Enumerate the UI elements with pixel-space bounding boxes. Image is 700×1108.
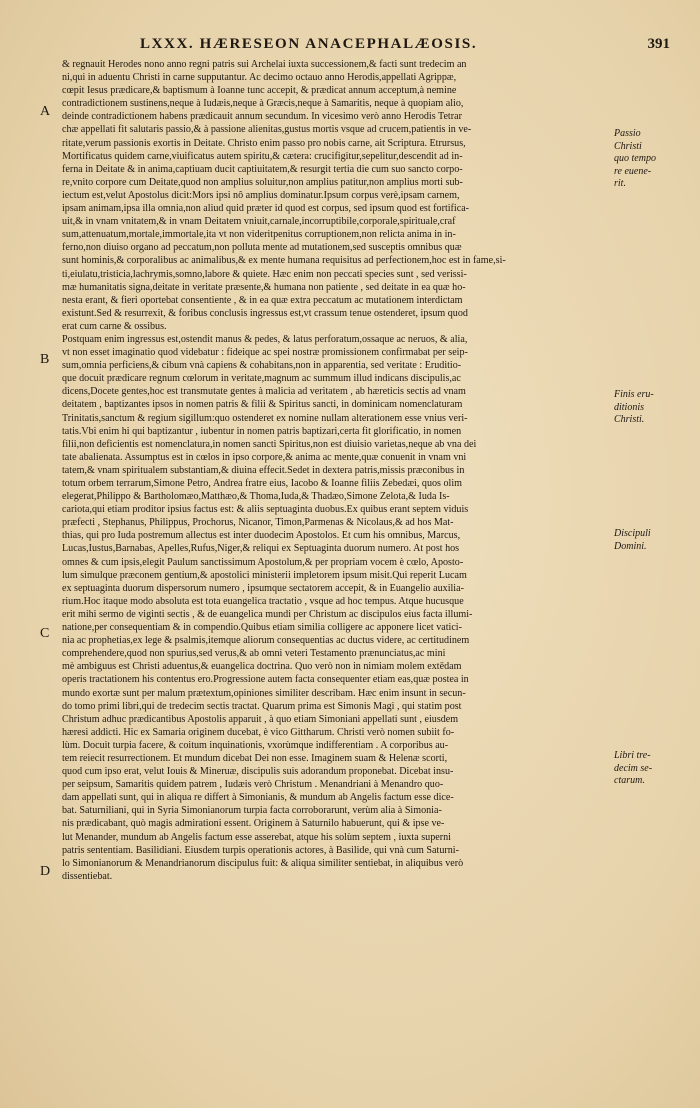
text-line: quod cum ipso erat, velut Iouis & Mineruæ, discipulis suis adorandum proponebat. Dicebat insu-	[62, 766, 454, 778]
page-number: 391	[647, 36, 670, 52]
text-line: elegerat,Philippo & Bartholomæo,Matthæo,& Thoma,Iuda,& Thadæo,Simone Zelota,& Iuda Is-	[62, 491, 450, 503]
text-line: mundo exortæ sunt per malum prætextum,opiniones similiter describam. Hæc enim insunt in secun-	[62, 687, 466, 699]
margin-note-line: Christi.	[614, 414, 645, 425]
text-line: que docuit prædicare regnum cœlorum in veritate,magnum ac summum illud indicans discipulis,ac	[62, 373, 461, 385]
text-line	[62, 896, 602, 909]
text-line: ipsam animam,ipsa illa omnia,non aliud quid præter id quod est corpus, sed ipsum quod est fortifica-	[62, 203, 470, 215]
text-line: comprehendere,quod non spurius,sed verus,& ab omni veteri Testamento prænunciatus,ac mini	[62, 648, 446, 660]
text-line: ex septuaginta duorum dispersorum numero , ipsumque sectatorem accepit, & in Euangelio auxilia-	[62, 582, 464, 594]
text-line: totum orbem terrarum,Simone Petro, Andrea fratre eius, Iacobo & Ioanne filiis Zebedæi, quos olim	[62, 478, 463, 489]
text-line: cœpit Iesus prædicare,& baptismum à Ioanne tunc accepit, & prædicat annum acceptum,à nemine	[62, 85, 457, 97]
text-line: ferno,non diuiso organo ad peccatum,non polluta mente ad mutationem,sed susceptis omnibus quæ	[62, 242, 462, 254]
margin-note-line: Finis eru-	[614, 389, 654, 400]
text-line: lut Menander, mundum ab Angelis factum esse asserebat, atque his solùm septem , iuxta superni	[62, 831, 451, 843]
text-line: filii,non deficientis est nomenclatura,in nomen sancti Spiritus,non est diuisio varietas,neque ab vna dei	[62, 438, 477, 450]
margin-note-libri	[614, 750, 699, 788]
text-line: vt non esset imaginatio quod videbatur : fideique ac spei nostræ promissionem confirmabat per seip-	[62, 347, 468, 359]
text-line: sunt hominis,& corporalibus ac animalibus,& ex mente humana requisitus ad perfectionem,hoc est in fame,si-	[62, 255, 506, 267]
text-line: nia ac prophetias,ex lege & psalmis,itemque aliorum consequentias ac ductus videre, ac certitudinem	[62, 635, 470, 647]
text-line: tatis.Vbi enim hi qui baptizantur , iubentur in nomen patris baptizari,certa fit glorificatio, in nomen	[62, 425, 462, 437]
text-line: per seipsum, Samaritis quidem patrem , Iudæis verò Christum . Menandriani à Menandro quo-	[62, 779, 444, 791]
text-line: lùm. Docuit turpia facere, & coitum inquinationis, vxorùmque indifferentiam . A corporibus au-	[62, 739, 449, 751]
margin-letter-a: A	[40, 104, 51, 119]
margin-note-line: decim se-	[614, 762, 653, 774]
text-line: re,vnito corpore cum Deitate,quod non amplius soluitur,non amplius patitur,non amplius morti sub-	[62, 176, 463, 188]
text-line: Christum adhuc prædicantibus Apostolis apparuit , à quo etiam Simoniani appellati sunt , eiusdem	[62, 713, 459, 725]
text-line: Mortificatus quidem carne,viuificatus autem spiritu,& cætera: crucifigitur,sepelitur,descendit ad in-	[62, 150, 463, 162]
text-line: & regnauit Herodes nono anno regni patris sui Archelai iuxta successionem,& facti sunt tredecim an	[62, 59, 467, 70]
text-line: erit mihi sermo de viginti sectis , & de euangelica mundi per Christum ac discipulos eius facta illumi-	[62, 608, 473, 620]
text-line: ti,eiulatu,tristicia,lachrymis,somno,labore & quiete. Hæc enim non peccati species sunt , sed verissi-	[62, 268, 467, 280]
text-line: sum,attenuatum,mortale,immortale,ita vt non videritpenitus corruptionem,non relicta anima in in-	[62, 229, 456, 241]
margin-note-line: Domini.	[614, 540, 647, 552]
text-line	[62, 883, 602, 896]
margin-note-line: ditionis	[614, 401, 645, 413]
running-head: LXXX. HÆRESEON ANACEPHALÆOSIS.	[140, 36, 478, 52]
text-line: uit,& in vnam vnitatem,& in vnam Deitatem vniuit,carnale,incorruptibile,corporale,spirituale,craf	[62, 216, 456, 228]
text-line: mæ humanitatis signa,deitate in veritate præsente,& humana non patiente , sed deitate in ea quæ ho-	[62, 281, 466, 293]
text-line: operis tractationem his contentus ero.Progressione autem facta consequenter etiam eas,quæ postea in	[62, 674, 469, 686]
margin-note-line: quo tempo	[614, 153, 656, 164]
text-line: do tomo primi libri,qui de tredecim sectis tractat. Quarum prima est Simonis Magi , qui statim post	[62, 700, 462, 712]
margin-note-line: Christi	[614, 140, 642, 152]
text-line: patris sententiam. Basilidiani. Eiusdem turpis operationis actores, à Basilide, qui vnà cum Saturni-	[62, 844, 459, 856]
margin-note-line: Libri tre-	[614, 750, 651, 761]
text-line: sum,omnia perficiens,& cibum vnà capiens & cohabitans,non in apparentia, sed veritate : Eruditio-	[62, 360, 462, 372]
text-line: ni,qui in aduentu Christi in carne supputantur. Ac decimo octauo anno Herodis,appellati Agrippæ,	[62, 72, 457, 84]
text-line: nis prædicabant, quò magis admirationi essent. Originem à Saturnilo habuerunt, qui & ipse ve-	[62, 818, 445, 830]
margin-note-line: Passio	[614, 128, 641, 139]
text-line: præfecti , Stephanus, Philippus, Prochorus, Nicanor, Timon,Parmenas & Nicolaus,& ad hos Mat-	[62, 517, 454, 529]
text-line: thias, qui pro Iuda postremum allectus est inter duodecim Apostolos. Et cum his omnibus, Marcus,	[62, 530, 461, 542]
text-line: ferna in Deitate & in anima,captiuam ducit captiuitatem,& resurgit tertia die cum suo sancto corpo-	[62, 163, 463, 175]
text-line: bat. Saturniliani, qui in Syria Simonianorum turpia facta corroborarunt, verùm alia à Simonia-	[62, 805, 442, 817]
margin-note-passio	[614, 128, 699, 191]
text-line: lum simulque præconem gentium,& apostolici ministerii impletorem ipsum misit.Qui reperit Lucam	[62, 569, 467, 581]
text-line: natione,per consequentiam & in compendio.Quibus etiam similia colligere ac apponere licet vatici-	[62, 622, 462, 634]
text-line: erat cum carne & ossibus.	[62, 320, 167, 332]
margin-note-line: Discipuli	[614, 528, 651, 539]
margin-note-line: re euene-	[614, 165, 652, 177]
text-line: existunt.Sed & resurrexit, & foribus conclusis ingressus est,vt crassum tenue ostenderet, ipsum quod	[62, 307, 468, 319]
body-text	[62, 58, 602, 909]
text-line: dissentiebat.	[62, 870, 113, 882]
text-line: chæ appellati fit salutaris passio,& à passione alienitas,gustus mortis vsque ad crucem,patientis in ve-	[62, 124, 472, 136]
text-line: tate abalienata. Assumptus est in cœlos in ipso corpore,& anima ac mente,quæ conuenit in vnam vni	[62, 451, 467, 463]
margin-note-finis	[614, 389, 699, 427]
text-line: omnes & cum ipsis,elegit Paulum sanctissimum Apostolum,& per propriam vocem è cœlo, Aposto-	[62, 556, 464, 568]
text-line: deitatem , baptizantes ipsos in nomen patris & filii & Spiritus sancti, in dominicam nomenclaturam	[62, 399, 463, 411]
text-line: Lucas,Iustus,Barnabas, Apelles,Rufus,Niger,& reliqui ex Septuaginta duorum numero. At post hos	[62, 543, 460, 555]
text-line: hæresi addicti. Hic ex Samaria originem ducebat, è vico Gittharum. Christi verò nomen subiit fo-	[62, 726, 455, 738]
text-line: tatem,& vnam spiritualem substantiam,& diuina effecit.Sedet in dextera patris,missis præconibus in	[62, 464, 465, 476]
text-line: ritate,verum passionis exortis in Deitate. Christo enim passo pro nobis carne, ait Scriptura. Etrursus,	[62, 137, 466, 149]
text-line: contradictionem sustinens,neque à Iudæis,neque à Græcis,neque à Samaritis, neque à quopiam alio,	[62, 98, 464, 110]
text-line: nesta erant, & fieri oportebat consentiente , & in ea quæ extra peccatum ac mutationem interdictam	[62, 294, 463, 306]
text-line: deinde contradictionem habens prædicauit annum secundum. In vicesimo verò anno Herodis Tetrar	[62, 111, 462, 123]
margin-note-line: rit.	[614, 178, 626, 189]
text-line: iectum est,velut Apostolus dicit:Mors ipsi nô amplius dominatur.Ipsum corpus verè,ipsam carnem,	[62, 189, 460, 201]
text-line: rium.Hoc itaque modo absoluta est tota euangelica tractatio , vsque ad hoc tempus. Atque hucusque	[62, 595, 464, 607]
margin-letter-d: D	[40, 864, 51, 879]
text-line: tem reiecit resurrectionem. Et mundum dicebat Dei non esse. Imaginem suam & Helenæ scorti,	[62, 752, 448, 764]
text-line: dicens,Docete gentes,hoc est transmutate gentes à malicia ad veritatem , ab hæreticis sectis ad vnam	[62, 386, 466, 398]
margin-note-line: ctarum.	[614, 775, 645, 786]
text-line: dam appellati sunt, qui in aliqua re differt à Simonianis, & mundum ab Angelis factum esse dice-	[62, 792, 454, 804]
margin-letter-c: C	[40, 626, 50, 641]
margin-note-discipuli	[614, 528, 699, 553]
text-line: Trinitatis,sanctum & regium sigillum:quo ostenderet ex nomine nullam alterationem esse vnius veri-	[62, 412, 468, 424]
text-line: Postquam enim ingressus est,ostendit manus & pedes, & latus perforatum,ossaque ac neruos, & alia,	[62, 333, 468, 345]
margin-letter-b: B	[40, 352, 50, 367]
text-line: mè ambiguus est Christi aduentus,& euangelica doctrina. Quo verò non in nimiam molem extēdam	[62, 661, 462, 673]
text-line: lo Simonianorum & Menandrianorum discipulus fuit: & aliqua similiter sentiebat, in aliquibus verò	[62, 857, 464, 869]
text-line: cariota,qui etiam proditor ipsius factus est: & aliis septuaginta duobus.Ex quibus erant septem viduis	[62, 504, 469, 516]
